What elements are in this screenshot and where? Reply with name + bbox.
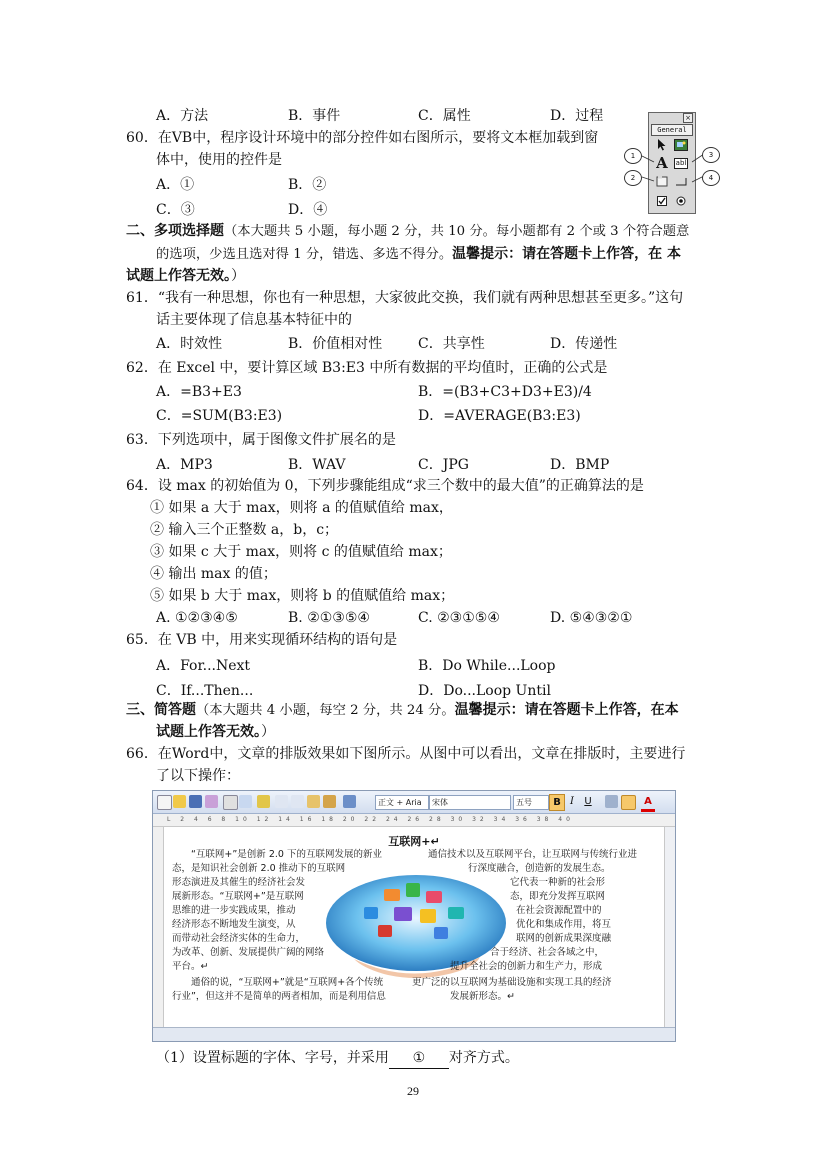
section3-note: （本大题共 4 小题，每空 2 分，共 24 分。 <box>196 703 455 718</box>
word-left-line: 通俗的说，“互联网+”就是“互联网+各个传统 <box>172 977 384 988</box>
q60-stem-line2: 体中，使用的控件是 <box>156 152 282 168</box>
q64-option-d: D. ⑤④③②① <box>550 610 633 626</box>
permission-icon <box>205 795 218 808</box>
q64-step-1: ① 如果 a 大于 max，则将 a 的值赋值给 max， <box>150 500 453 516</box>
word-screenshot-figure <box>152 790 676 1042</box>
word-right-line: 合于经济、社会各域之中， <box>490 947 605 958</box>
word-right-line: 更广泛的以互联网为基础设施和实现工具的经济 <box>412 977 612 988</box>
q61-option-d: D．传递性 <box>550 336 618 352</box>
q66-stem-line1: 66．在Word中，文章的排版效果如下图所示。从图中可以看出，文章在排版时，主要进行 <box>126 746 686 762</box>
q60-option-a: A．① <box>156 177 195 193</box>
q62-stem: 62．在 Excel 中，要计算区域 B3:E3 中所有数据的平均值时，正确的公式是 <box>126 360 608 376</box>
section2-heading: 二、多项选择题 <box>126 223 224 239</box>
word-right-line: 在社会资源配置中的 <box>516 905 602 916</box>
q63-option-d: D．BMP <box>550 457 610 473</box>
word-left-line: 而带动社会经济实体的生命力， <box>172 933 306 944</box>
undo-icon <box>343 795 356 808</box>
close-icon: × <box>683 113 693 123</box>
q64-option-a: A. ①②③④⑤ <box>156 610 238 626</box>
section2-line3 <box>126 266 245 286</box>
callout-4: 4 <box>702 170 720 186</box>
callout-1: 1 <box>624 148 642 164</box>
paste-icon <box>307 795 320 808</box>
word-left-line: 经济形态不断地发生演变，从 <box>172 919 296 930</box>
underline-button: U <box>584 796 592 807</box>
q64-step-5: ⑤ 如果 b 大于 max，则将 b 的值赋值给 max； <box>150 588 455 604</box>
q65-option-a: A．For...Next <box>156 658 251 674</box>
section3-line1 <box>126 700 679 721</box>
q64-stem: 64．设 max 的初始值为 0，下列步骤能组成“求三个数中的最大值”的正确算法的是 <box>126 478 644 494</box>
cut-icon <box>275 795 288 808</box>
q62-option-d: D．=AVERAGE(B3:E3) <box>418 408 581 424</box>
section2-warning-end: 试题上作答无效。 <box>126 268 231 284</box>
font-combo: 宋体 <box>429 795 511 810</box>
section3-close-paren: ） <box>261 724 275 740</box>
section2-line1 <box>126 221 689 242</box>
word-right-line: 行深度融合，创造新的发展生态。 <box>468 863 611 874</box>
q63-option-c: C．JPG <box>418 457 469 473</box>
q61-stem-line2: 话主要体现了信息基本特征中的 <box>156 312 352 328</box>
q60-option-d: D．④ <box>288 202 328 218</box>
callout-3: 3 <box>702 147 720 163</box>
format-painter-icon <box>323 795 336 808</box>
toolbox-titlebar <box>649 113 695 123</box>
q62-option-c: C．=SUM(B3:E3) <box>156 408 283 424</box>
word-right-line: 联网的创新成果深度融 <box>516 933 612 944</box>
q59-option-a: A．方法 <box>156 108 209 124</box>
q59-option-c: C．属性 <box>418 108 471 124</box>
print-preview-icon <box>239 795 252 808</box>
q65-option-c: C．If...Then... <box>156 683 254 699</box>
q63-option-a: A．MP3 <box>156 457 213 473</box>
q64-option-b: B. ②①③⑤④ <box>288 610 370 626</box>
ruler-ticks: L 2 4 6 8 10 12 14 16 18 20 22 24 26 28 30 32 34 36 38 40 <box>167 816 574 823</box>
spelling-icon <box>257 795 270 808</box>
q60-stem-line1: 60．在VB中，程序设计环境中的部分控件如右图所示，要将文本框加载到窗 <box>126 130 599 146</box>
page-number: 29 <box>407 1084 419 1098</box>
word-left-line: 态，是知识社会创新 2.0 推动下的互联网 <box>172 863 346 874</box>
q64-step-2: ② 输入三个正整数 a，b，c； <box>150 522 339 538</box>
q64-step-3: ③ 如果 c 大于 max，则将 c 的值赋值给 max； <box>150 544 452 560</box>
word-right-line: 提升全社会的创新力和生产力，形成 <box>450 961 603 972</box>
section2-close-paren: ） <box>231 268 245 284</box>
section3-warning: 温馨提示：请在答题卡上作答，在本 <box>454 702 679 718</box>
q64-option-c: C. ②③①⑤④ <box>418 610 500 626</box>
word-right-line: 态，即充分发挥互联网 <box>510 891 606 902</box>
word-left-line: 平台。↵ <box>172 961 209 972</box>
word-left-line: 行业”，但这并不是简单的两者相加，而是利用信息 <box>172 991 386 1002</box>
word-doc-title: 互联网+↵ <box>388 835 440 848</box>
q61-option-b: B．价值相对性 <box>288 336 383 352</box>
bold-button: B <box>549 794 565 811</box>
open-folder-icon <box>173 795 186 808</box>
font-color-button: A <box>641 794 655 812</box>
word-right-line: 优化和集成作用，将互 <box>516 919 612 930</box>
word-left-line: 思维的进一步实践成果，推动 <box>172 905 296 916</box>
q66-sub1 <box>156 1048 519 1069</box>
word-vertical-scrollbar <box>664 827 675 1027</box>
word-vertical-ruler <box>153 827 164 1027</box>
word-status-bar <box>153 1027 675 1041</box>
q66-stem-line2: 了以下操作： <box>156 768 240 784</box>
word-horizontal-ruler <box>153 814 675 827</box>
section2-note-line2: 的选项，少选且选对得 1 分，错选、多选不得分。 <box>156 247 453 262</box>
q60-option-c: C．③ <box>156 202 195 218</box>
section3-warning-end: 试题上作答无效。 <box>156 724 261 740</box>
style-combo: 正文 + Aria <box>375 795 429 810</box>
q61-option-c: C．共享性 <box>418 336 485 352</box>
q62-option-b: B．=(B3+C3+D3+E3)/4 <box>418 384 592 400</box>
align-left-icon <box>605 795 618 808</box>
q61-stem-line1: 61．“我有一种思想，你也有一种思想，大家彼此交换，我们就有两种思想甚至更多。”这句 <box>126 290 684 306</box>
word-left-line: 为改革、创新、发展提供广阔的网络 <box>172 947 325 958</box>
q65-option-b: B．Do While...Loop <box>418 658 556 674</box>
word-document-page <box>164 827 664 1027</box>
q59-option-d: D．过程 <box>550 108 604 124</box>
q66-sub1-after: 对齐方式。 <box>448 1050 519 1066</box>
word-left-line: “互联网+”是创新 2.0 下的互联网发展的新业 <box>172 849 382 860</box>
q62-option-a: A．=B3+E3 <box>156 384 242 400</box>
section2-warning: 温馨提示：请在答题卡上作答，在 本 <box>452 246 682 262</box>
size-combo: 五号 <box>513 795 549 810</box>
q66-blank-1: ① <box>389 1048 449 1069</box>
align-center-icon <box>621 795 636 810</box>
q61-option-a: A．时效性 <box>156 336 223 352</box>
q60-option-b: B．② <box>288 177 327 193</box>
q59-option-b: B．事件 <box>288 108 341 124</box>
word-toolbar <box>153 791 675 814</box>
q65-option-d: D．Do...Loop Until <box>418 683 551 699</box>
q66-sub1-before: （1）设置标题的字体、字号，并采用 <box>156 1050 389 1066</box>
section3-line2 <box>156 722 275 742</box>
word-right-line: 通信技术以及互联网平台，让互联网与传统行业进 <box>428 849 638 860</box>
word-right-line: 发展新形态。↵ <box>450 991 515 1002</box>
section2-line2 <box>156 244 681 265</box>
copy-icon <box>291 795 304 808</box>
section3-heading: 三、简答题 <box>126 702 196 718</box>
callout-2: 2 <box>624 170 642 186</box>
toolbox-general-tab: General <box>651 124 693 136</box>
q63-stem: 63．下列选项中，属于图像文件扩展名的是 <box>126 432 396 448</box>
q64-step-4: ④ 输出 max 的值； <box>150 566 277 582</box>
label-icon: A <box>656 154 668 172</box>
save-icon <box>189 795 202 808</box>
new-doc-icon <box>157 795 172 810</box>
word-left-line: 形态演进及其催生的经济社会发 <box>172 877 306 888</box>
italic-button: I <box>570 796 574 807</box>
word-right-line: 它代表一种新的社会形 <box>510 877 606 888</box>
q63-option-b: B．WAV <box>288 457 346 473</box>
print-icon <box>223 795 238 810</box>
word-left-line: 展新形态。“互联网+”是互联网 <box>172 891 304 902</box>
q65-stem: 65．在 VB 中，用来实现循环结构的语句是 <box>126 632 398 648</box>
textbox-icon-glyph: abl <box>675 158 687 167</box>
section2-note: （本大题共 5 小题，每小题 2 分，共 10 分。每小题都有 2 个或 3 个符合题意 <box>224 224 690 239</box>
